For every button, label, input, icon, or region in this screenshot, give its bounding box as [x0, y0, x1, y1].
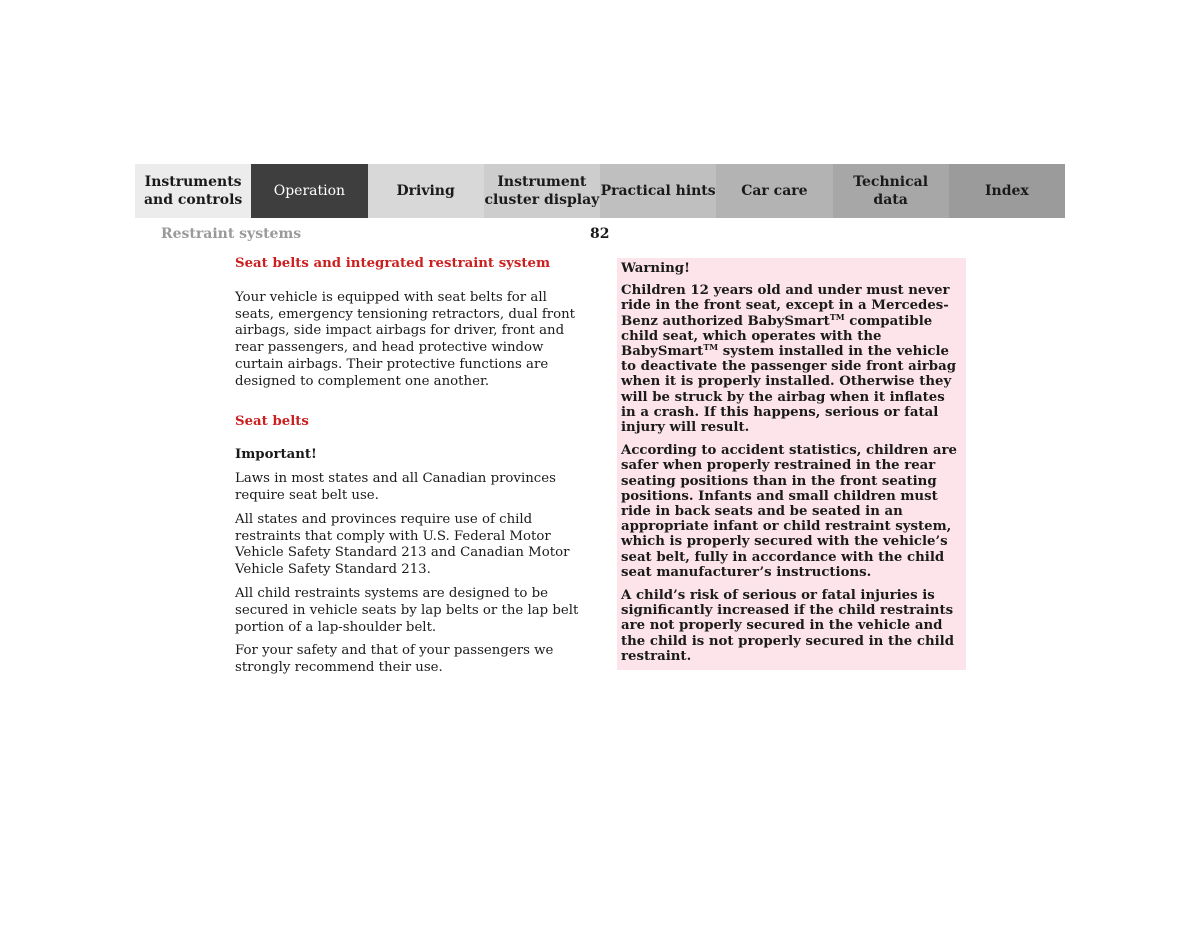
tab-car-care[interactable]: Car care: [716, 164, 832, 218]
section-nav: [135, 164, 1065, 218]
trademark-mark: TM: [703, 342, 719, 353]
warning-text-part: Children 12 years old and under must never ride in the front seat, except in a Mercedes-Benz authorized BabySmart: [621, 283, 950, 329]
warning-box: [617, 258, 966, 670]
tab-instruments-and-controls[interactable]: Instruments and controls: [135, 164, 251, 218]
paragraph-recommendation: For your safety and that of your passengers we strongly recommend their use.: [235, 643, 554, 676]
paragraph-child-restraints-standard: All states and provinces require use of child restraints that comply with U.S. Federal Motor Vehicle Safety Standard 213 and Canadian Motor Vehicle Safety Standard 213.: [235, 511, 570, 578]
warning-title: Warning!: [621, 261, 690, 276]
tab-operation[interactable]: Operation: [251, 164, 367, 218]
tab-index[interactable]: Index: [949, 164, 1065, 218]
tab-technical-data[interactable]: Technical data: [833, 164, 949, 218]
warning-paragraph-front-seat: [621, 283, 962, 435]
section-title: Restraint systems: [161, 226, 302, 242]
warning-text-part: system installed in the vehicle to deactivate the passenger side front airbag when it is properly installed. Otherwise they will be struck by the airbag when it inflates in a crash. If this happens, serious or fatal injury will result.: [621, 344, 957, 436]
page-number: 82: [590, 226, 610, 242]
tab-practical-hints[interactable]: Practical hints: [600, 164, 716, 218]
heading-seat-belts: Seat belts: [235, 413, 309, 429]
left-column: [235, 256, 587, 684]
paragraph-child-restraints-secured: All child restraints systems are designed to be secured in vehicle seats by lap belts or the lap belt portion of a lap-shoulder belt.: [235, 585, 579, 635]
important-label: Important!: [235, 447, 317, 463]
warning-paragraph-statistics: According to accident statistics, children are safer when properly restrained in the rear seating positions than in the front seating positions. Infants and small children must ride in back seats and be seated in an appropriate infant or child restraint system, which is properly secured with the vehicle’s seat belt, fully in accordance with the child seat manufacturer’s instructions.: [621, 443, 957, 580]
paragraph-laws: Laws in most states and all Canadian provinces require seat belt use.: [235, 471, 556, 503]
intro-paragraph: Your vehicle is equipped with seat belts for all seats, emergency tensioning retractors, dual front airbags, side impact airbags for driver, front and rear passengers, and head protective window curtain airbags. Their protective functions are designed to complement one another.: [235, 289, 576, 389]
heading-seat-belts-and-restraint-system: Seat belts and integrated restraint system: [235, 256, 551, 271]
warning-text-part: compatible child seat, which operates with the BabySmart: [621, 313, 933, 360]
tab-driving[interactable]: Driving: [368, 164, 484, 218]
tab-instrument-cluster-display[interactable]: Instrument cluster display: [484, 164, 600, 218]
warning-paragraph-risk: A child’s risk of serious or fatal injuries is significantly increased if the child restraints are not properly secured in the vehicle and the child is not properly secured in the child restraint.: [621, 588, 955, 664]
trademark-mark: TM: [829, 311, 845, 322]
